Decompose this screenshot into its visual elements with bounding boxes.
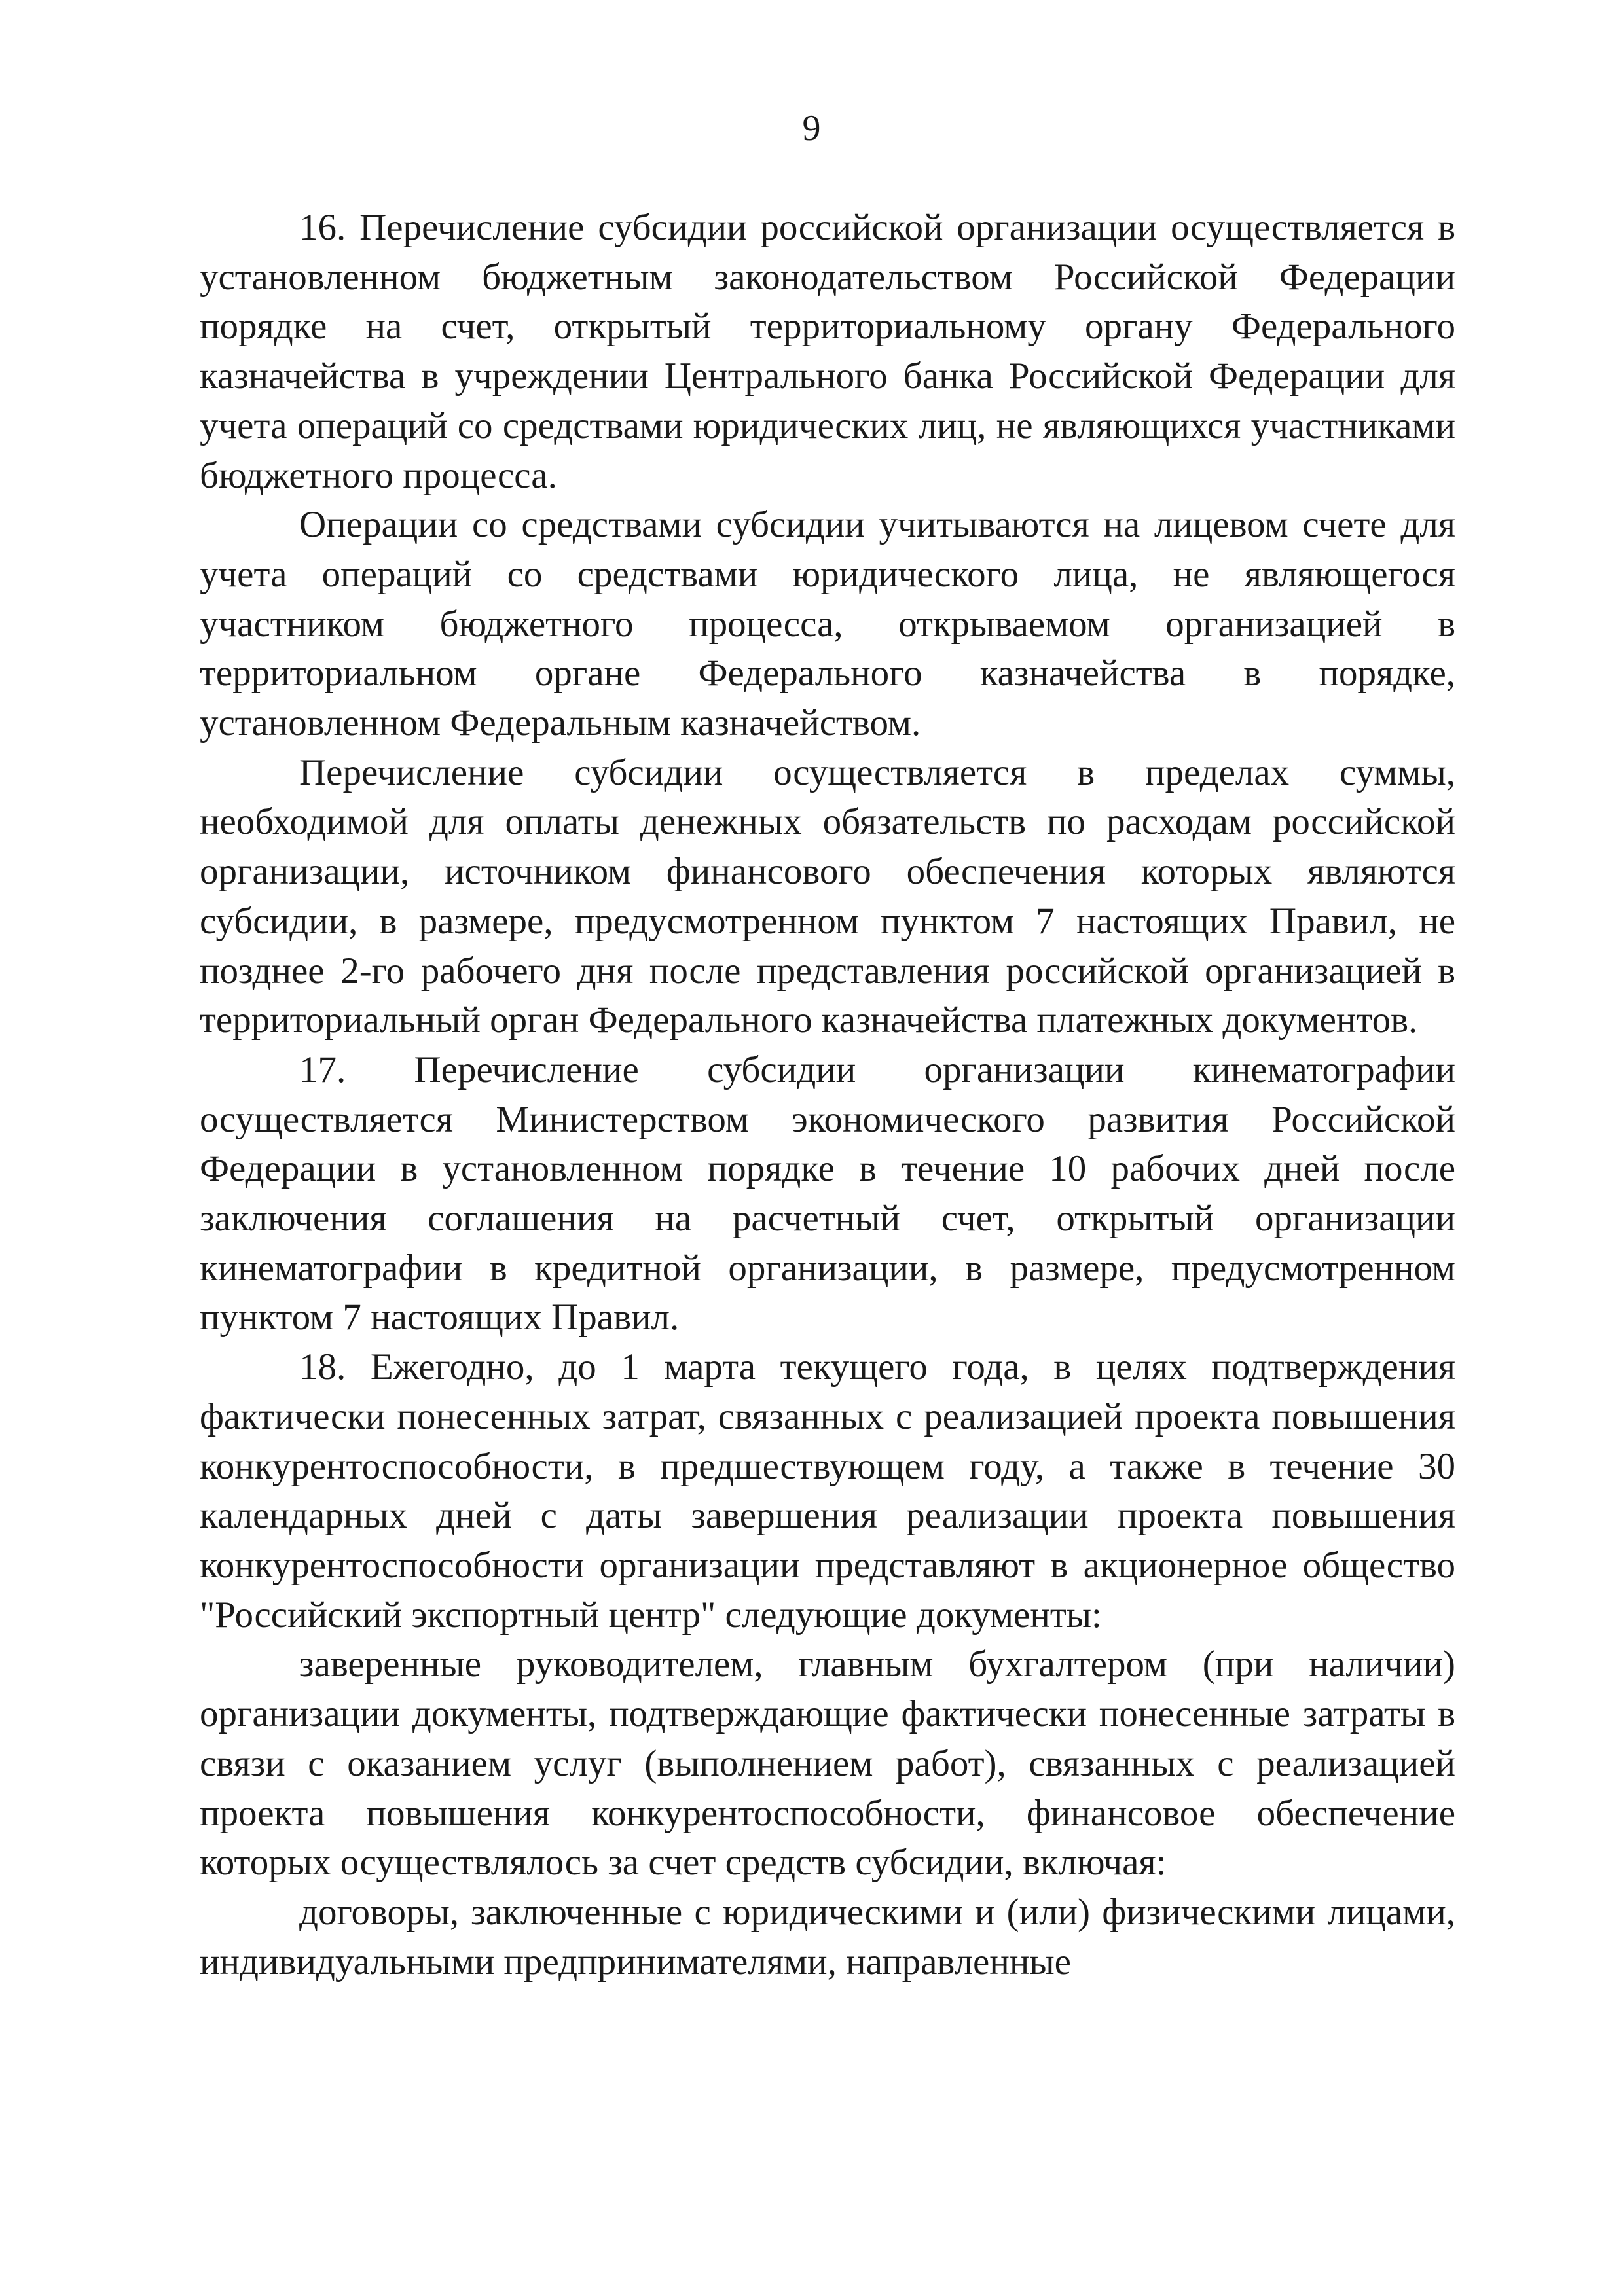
paragraph-17: 17. Перечисление субсидии организации кинематографии осуществляется Министерством экономического развития Российской Федерации в установленном порядке в течение 10 рабочих дней после заключения соглашения на расчетный счет, открытый организации кинематографии в кредитной организации, в размере, предусмотренном пунктом 7 настоящих Правил. [200,1049,1455,1338]
paragraph-18: 18. Ежегодно, до 1 марта текущего года, в целях подтверждения фактически понесенных затрат, связанных с реализацией проекта повышения конкурентоспособности, в предшествующем году, а также в течение 30 календарных дней с даты завершения реализации проекта повышения конкурентоспособности организации представляют в акционерное общество "Российский экспортный центр" следующие документы: [200,1346,1455,1636]
paragraph-certified-documents: заверенные руководителем, главным бухгалтером (при наличии) организации документы, подтверждающие фактически понесенные затраты в связи с оказанием услуг (выполнением работ), связанных с реализацией проекта повышения конкурентоспособности, финансовое обеспечение которых осуществлялось за счет средств субсидии, включая: [200,1643,1455,1884]
paragraph-contracts: договоры, заключенные с юридическими и (или) физическими лицами, индивидуальными предпринимателями, направленные [200,1891,1455,1982]
page-number: 9 [802,108,821,149]
paragraph-transfer-limits: Перечисление субсидии осуществляется в пределах суммы, необходимой для оплаты денежных обязательств по расходам российской организации, источником финансового обеспечения которых являются субсидии, в размере, предусмотренном пунктом 7 настоящих Правил, не позднее 2-го рабочего дня после представления российской организацией в территориальный орган Федерального казначейства платежных документов. [200,751,1455,1041]
paragraph-operations-account: Операции со средствами субсидии учитываются на лицевом счете для учета операций со средствами юридического лица, не являющегося участником бюджетного процесса, открываемом организацией в территориальном органе Федерального казначейства в порядке, установленном Федеральным казначейством. [200,504,1455,744]
paragraph-16: 16. Перечисление субсидии российской организации осуществляется в установленном бюджетным законодательством Российской Федерации порядке на счет, открытый территориальному органу Федерального казначейства в учреждении Центрального банка Российской Федерации для учета операций со средствами юридических лиц, не являющихся участниками бюджетного процесса. [200,207,1455,496]
document-body [200,203,1455,1986]
